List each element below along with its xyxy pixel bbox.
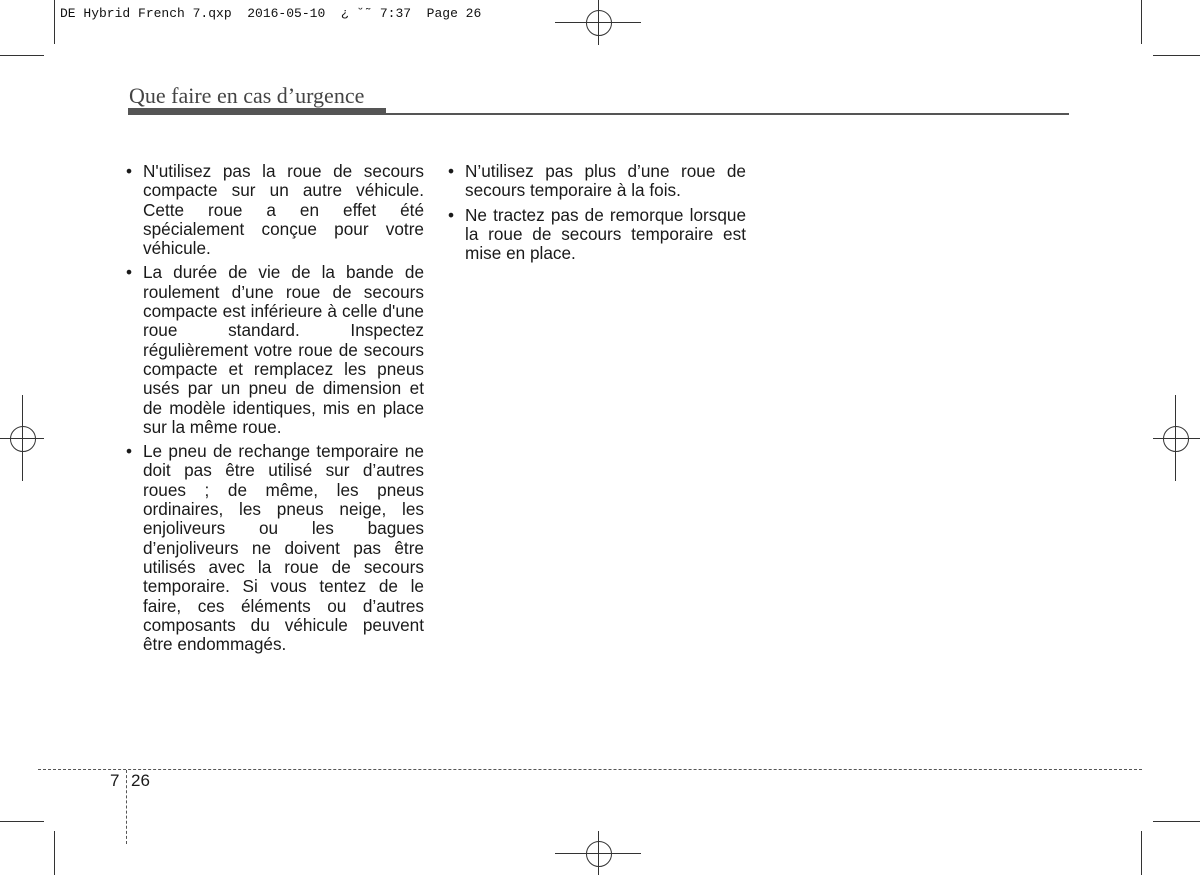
crop-mark [1153, 821, 1200, 822]
section-title: Que faire en cas d’urgence [129, 83, 365, 108]
list-item [446, 162, 746, 201]
bullet-icon: • [126, 161, 133, 181]
left-column [124, 162, 424, 659]
crop-mark [0, 821, 44, 822]
bullet-icon: • [448, 204, 455, 225]
list-item-text: N’utilisez pas plus d’une roue de secours temporaire à la fois. [465, 161, 746, 201]
crop-mark [1141, 0, 1142, 44]
crop-mark [0, 55, 44, 56]
bullet-icon: • [126, 441, 133, 462]
list-item-text: Ne tractez pas de remorque lorsque la roue de secours temporaire est mise en place. [465, 204, 746, 264]
list-item [446, 206, 746, 264]
footer-rule [38, 769, 1142, 770]
list-item [124, 162, 424, 258]
chapter-number: 7 [110, 771, 120, 790]
list-item [124, 442, 424, 654]
crop-mark [1153, 55, 1200, 56]
header-rule-thin [386, 113, 1069, 115]
footer-divider [126, 770, 127, 844]
right-column [446, 162, 746, 268]
list-item-text: Le pneu de rechange temporaire ne doit pas être utilisé sur d’autres roues ; de même, les pneus ordinaires, les pneus neige, les enjoliveurs ou les bagues d’enjoliveurs ne doivent pas être utilisés avec la roue de secours temporaire. Si vous tentez de le faire, ces éléments ou d’autres composants du véhicule peuvent être endommagés. [143, 441, 424, 655]
page-number: 26 [131, 771, 150, 790]
header-rule-thick [128, 108, 386, 115]
list-item-text: La durée de vie de la bande de roulement d’une roue de secours compacte est inférieure à celle d'une roue standard. Inspectez régulièrement votre roue de secours compacte et remplacez les pneus usés par un pneu de dimension et de modèle identiques, mis en place sur la même roue. [143, 262, 424, 437]
crop-mark [54, 0, 55, 44]
list-item-text: N'utilisez pas la roue de secours compacte sur un autre véhicule. Cette roue a en effet été spécialement conçue pour votre véhicule. [143, 161, 424, 259]
crop-mark [1141, 831, 1142, 875]
crop-mark [54, 831, 55, 875]
bullet-icon: • [126, 262, 133, 283]
list-item [124, 263, 424, 437]
print-slug: DE Hybrid French 7.qxp 2016-05-10 ¿ ˘˜ 7:37 Page 26 [60, 6, 482, 21]
bullet-icon: • [448, 161, 455, 181]
